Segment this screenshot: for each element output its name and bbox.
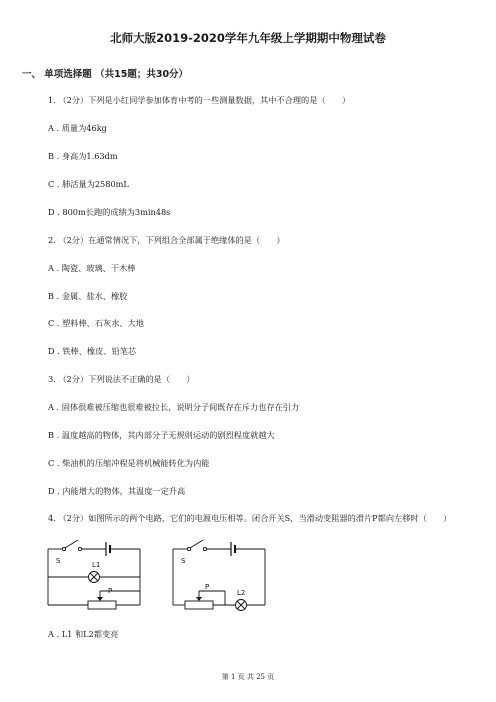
- question-1-stem: 1. （2分）下列是小红同学参加体育中考的一些测量数据，其中不合理的是（ ）: [48, 95, 351, 105]
- right-rheostat-body: [185, 601, 213, 609]
- document-title: 北师大版2019-2020学年九年级上学期期中物理试卷: [110, 31, 386, 45]
- question-1-option-d: D . 800m长跑的成绩为3min48s: [48, 207, 171, 217]
- question-3-option-b: B . 温度越高的物体，其内部分子无规则运动的剧烈程度就越大: [48, 430, 275, 440]
- right-slider-arrow: [196, 597, 202, 601]
- right-slider-label: P: [205, 583, 210, 591]
- question-1-option-a: A . 质量为46kg: [48, 123, 107, 133]
- question-1-option-b: B . 身高为1.63dm: [48, 151, 118, 161]
- left-slider-label: P: [108, 587, 113, 595]
- question-1-option-c: C . 肺活量为2580mL: [48, 179, 129, 189]
- question-2-option-a: A . 陶瓷、玻璃、干木棒: [48, 263, 136, 273]
- section-heading: 一、 单项选择题 （共15题；共30分）: [22, 69, 189, 80]
- page-footer: 第 1 页 共 25 页: [221, 673, 275, 681]
- question-3-option-a: A . 固体很难被压缩也很难被拉长，说明分子间既存在斥力也存在引力: [48, 402, 300, 412]
- question-3-option-c: C . 柴油机的压缩冲程是将机械能转化为内能: [48, 458, 210, 468]
- left-rheostat-body: [88, 601, 116, 609]
- question-2-option-b: B . 金属、盐水、橡胶: [48, 291, 128, 301]
- question-3-stem: 3. （2分）下列说法不正确的是（ ）: [48, 374, 195, 384]
- right-lamp-label: L2: [237, 589, 246, 597]
- question-4-stem: 4. （2分）如图所示的两个电路，它们的电源电压相等。闭合开关S，当滑动变阻器的滑片P都向左移时（ ）: [48, 513, 452, 523]
- left-circuit: [48, 540, 140, 609]
- question-2-stem: 2. （2分）在通常情况下，下列组合全部属于绝缘体的是（ ）: [48, 235, 285, 245]
- question-2-option-d: D . 铁棒、橡皮、铅笔芯: [48, 346, 137, 356]
- left-lamp-label: L1: [92, 561, 101, 569]
- right-switch-blade: [190, 540, 203, 548]
- left-switch-blade: [65, 540, 78, 548]
- right-switch-label: S: [181, 557, 186, 565]
- question-2-option-c: C . 塑料棒、石灰水、大地: [48, 318, 144, 328]
- left-switch-label: S: [56, 557, 61, 565]
- question-4-option-a: A . L1 和L2都变亮: [48, 629, 119, 639]
- right-circuit: [173, 540, 265, 611]
- left-slider-arrow: [97, 597, 103, 601]
- circuit-diagrams: [40, 535, 270, 615]
- question-3-option-d: D . 内能增大的物体，其温度一定升高: [48, 486, 186, 496]
